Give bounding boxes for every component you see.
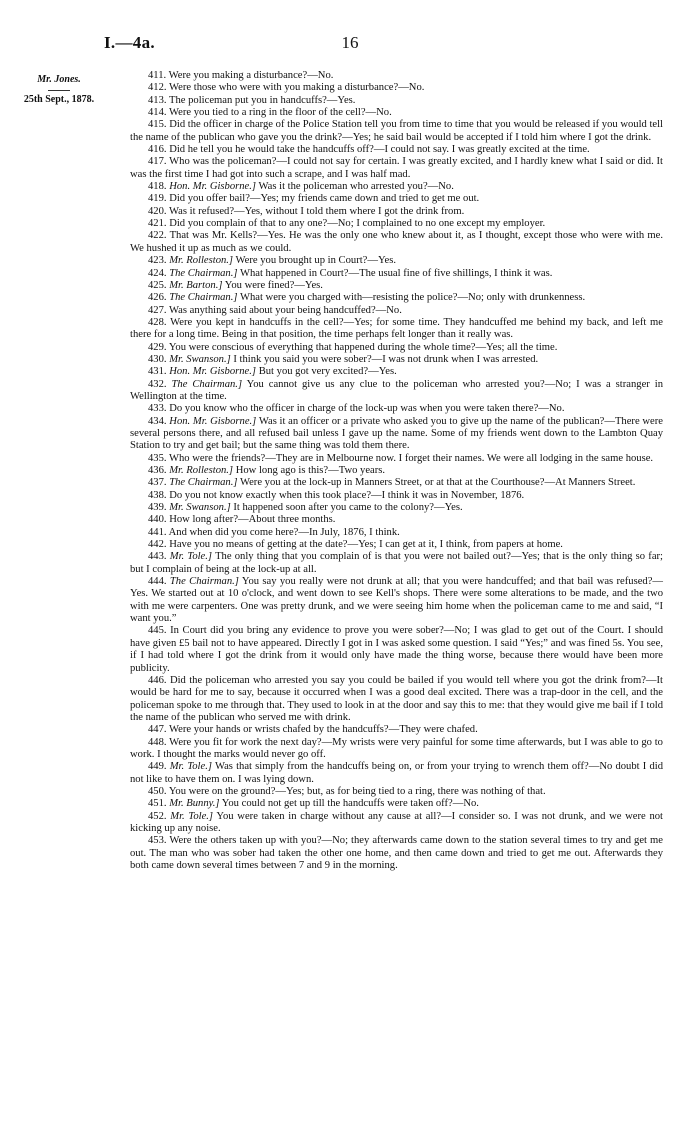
question-number: 435.	[148, 452, 167, 464]
question-paragraph	[130, 156, 663, 181]
question-number: 422.	[148, 230, 167, 242]
question-number: 447.	[148, 724, 167, 736]
question-paragraph	[130, 490, 663, 502]
question-paragraph	[130, 305, 663, 317]
question-text: I think you said you were sober?—I was not drunk when I was arrested.	[233, 353, 539, 365]
question-number: 445.	[148, 625, 167, 637]
question-paragraph	[130, 798, 663, 810]
question-paragraph	[130, 268, 663, 280]
question-text: You were fined?—Yes.	[224, 279, 323, 291]
question-number: 430.	[148, 353, 167, 365]
question-paragraph	[130, 218, 663, 230]
question-paragraph	[130, 786, 663, 798]
question-number: 424.	[148, 267, 167, 279]
question-text: Did the policeman who arrested you say you could be bailed if you would tell where you got the drink from?—It would be hard for me to say, because it occurred when I was a good deal excited. There was a trap-door in the cell, and the policeman spoke to me through that. They used to look in at the door and say this to me: that they would give me bail if I told the name of the publican who served me with drink.	[130, 674, 663, 723]
question-number: 449.	[148, 761, 167, 773]
question-paragraph	[130, 292, 663, 304]
question-text: Do you not know exactly when this took place?—I think it was in November, 1876.	[169, 489, 525, 501]
question-number: 433.	[148, 403, 167, 415]
question-text: You were on the ground?—Yes; but, as for being tied to a ring, there was nothing of that.	[168, 785, 546, 797]
question-text: Were your hands or wrists chafed by the handcuffs?—They were chafed.	[169, 724, 478, 736]
question-paragraph	[130, 193, 663, 205]
question-number: 442.	[148, 539, 167, 551]
question-number: 432.	[148, 378, 167, 390]
margin-date: 25th Sept., 1878.	[23, 94, 95, 105]
question-text: Was that simply from the handcuffs being on, or from your trying to wrench them off?—No doubt I did not like to have them on. I was lying down.	[130, 761, 664, 785]
question-paragraph	[130, 82, 663, 94]
question-text: That was Mr. Kells?—Yes. He was the only one who knew about it, as I thought, except those who were with me. We hushed it up as much as we could.	[130, 230, 663, 254]
question-paragraph	[130, 625, 663, 674]
question-paragraph	[130, 811, 663, 836]
question-paragraph	[130, 95, 663, 107]
speaker-label: Mr. Swanson.]	[169, 502, 231, 514]
question-paragraph	[130, 206, 663, 218]
question-paragraph	[130, 342, 663, 354]
speaker-label: Hon. Mr. Gisborne.]	[169, 181, 257, 193]
question-paragraph	[130, 551, 663, 576]
question-number: 416.	[148, 144, 167, 156]
question-paragraph	[130, 181, 663, 193]
speaker-label: The Chairman.]	[169, 477, 238, 489]
speaker-label: Mr. Bunny.]	[169, 798, 220, 810]
question-paragraph	[130, 366, 663, 378]
speaker-label: Mr. Barton.]	[169, 279, 223, 291]
question-text: It happened soon after you came to the colony?—Yes.	[233, 502, 463, 514]
section-reference: I.—4a.	[104, 33, 155, 52]
question-paragraph	[130, 502, 663, 514]
question-paragraph	[130, 416, 663, 453]
question-text: How long after?—About three months.	[169, 514, 336, 526]
question-paragraph	[130, 465, 663, 477]
question-text: Was anything said about your being handcuffed?—No.	[169, 304, 402, 316]
question-text: What happened in Court?—The usual fine of five shillings, I think it was.	[239, 267, 553, 279]
question-number: 425.	[148, 279, 167, 291]
question-number: 421.	[148, 218, 167, 230]
question-paragraph	[130, 107, 663, 119]
question-text: Was it the policeman who arrested you?—No.	[258, 181, 454, 193]
speaker-label: Mr. Tole.]	[169, 761, 212, 773]
question-number: 429.	[148, 341, 167, 353]
question-number: 436.	[148, 465, 167, 476]
question-paragraph	[130, 737, 663, 762]
testimony-body	[130, 70, 663, 872]
question-number: 427.	[148, 304, 167, 316]
question-text: Were you tied to a ring in the floor of the cell?—No.	[169, 107, 392, 119]
question-text: You were taken in charge without any cause at all?—I consider so. I was not drunk, and we were not kicking up any noise.	[130, 810, 664, 834]
question-text: Do you know who the officer in charge of the lock-up was when you were taken there?—No.	[169, 403, 565, 415]
question-text: Did he tell you he would take the handcuffs off?—I could not say. I was greatly excited at the time.	[169, 144, 590, 156]
speaker-label: The Chairman.]	[169, 292, 238, 304]
question-number: 441.	[148, 526, 167, 538]
question-number: 411.	[148, 70, 167, 81]
speaker-label: The Chairman.]	[169, 267, 238, 279]
question-paragraph	[130, 317, 663, 342]
question-text: What were you charged with—resisting the police?—No; only with drunkenness.	[239, 292, 586, 304]
question-paragraph	[130, 255, 663, 267]
question-number: 446.	[148, 674, 167, 686]
speaker-label: Mr. Rolleston.]	[169, 255, 234, 267]
question-number: 453.	[148, 835, 167, 847]
question-number: 420.	[148, 205, 167, 217]
question-paragraph	[130, 539, 663, 551]
question-text: You cannot give us any clue to the policeman who arrested you?—No; I was a stranger in Wellington at the time.	[130, 378, 663, 402]
question-number: 437.	[148, 477, 167, 489]
question-paragraph	[130, 835, 663, 872]
question-text: Did you complain of that to any one?—No; I complained to no one except my employer.	[169, 218, 546, 230]
question-number: 443.	[148, 551, 167, 563]
question-paragraph	[130, 724, 663, 736]
margin-witness-name: Mr. Jones.	[37, 74, 81, 85]
speaker-label: Mr. Rolleston.]	[169, 465, 234, 476]
question-number: 423.	[148, 255, 167, 267]
question-text: But you got very excited?—Yes.	[258, 366, 397, 378]
question-text: Were you making a disturbance?—No.	[168, 70, 334, 81]
question-number: 428.	[148, 316, 167, 328]
question-text: Have you no means of getting at the date?—Yes; I can get at it, I think, from papers at home.	[169, 539, 563, 551]
question-number: 440.	[148, 514, 167, 526]
question-text: Were you at the lock-up in Manners Street, or at that at the Courthouse?—At Manners Street.	[239, 477, 636, 489]
question-number: 448.	[148, 736, 167, 748]
question-number: 434.	[148, 415, 167, 427]
question-paragraph	[130, 144, 663, 156]
question-number: 418.	[148, 181, 167, 193]
question-text: The only thing that you complain of is that you were not bailed out?—Yes; that is the only thing so far; but I complain of being at the lock-up at all.	[130, 551, 664, 575]
question-paragraph	[130, 761, 663, 786]
question-number: 444.	[148, 576, 167, 588]
question-text: Were the others taken up with you?—No; they afterwards came down to the station several times to try and get me out. The man who was sober had taken the other one home, and then came down and tried to get me out. Afterwards they both came down several times between 7 and 9 in the morning.	[130, 835, 663, 871]
question-number: 412.	[148, 82, 167, 94]
question-number: 417.	[148, 156, 167, 168]
question-number: 419.	[148, 193, 167, 205]
question-paragraph	[130, 354, 663, 366]
question-text: Were you fit for work the next day?—My wrists were very painful for some time afterwards, but I was able to go to work. I thought the marks would never go off.	[130, 736, 663, 760]
question-paragraph	[130, 514, 663, 526]
question-paragraph	[130, 379, 663, 404]
question-paragraph	[130, 230, 663, 255]
question-number: 438.	[148, 489, 167, 501]
question-text: And when did you come here?—In July, 1876, I think.	[168, 526, 400, 538]
speaker-label: The Chairman.]	[171, 378, 243, 390]
question-text: The policeman put you in handcuffs?—Yes.	[169, 94, 356, 106]
question-paragraph	[130, 119, 663, 144]
question-paragraph	[130, 576, 663, 625]
question-number: 414.	[148, 107, 167, 119]
question-paragraph	[130, 403, 663, 415]
question-text: Who were the friends?—They are in Melbourne now. I forget their names. We were all lodging in the same house.	[169, 452, 654, 464]
speaker-label: Mr. Tole.]	[170, 810, 214, 822]
question-number: 452.	[148, 810, 167, 822]
question-paragraph	[130, 477, 663, 489]
question-paragraph	[130, 453, 663, 465]
speaker-label: The Chairman.]	[169, 576, 239, 588]
margin-divider	[48, 90, 70, 91]
question-text: Were you kept in handcuffs in the cell?—Yes; for some time. They handcuffed me behind my back, and left me there for a long time. Being in that position, the time perhaps felt longer than it really was.	[130, 316, 663, 341]
speaker-label: Hon. Mr. Gisborne.]	[169, 415, 257, 427]
question-text: You could not get up till the handcuffs were taken off?—No.	[221, 798, 479, 810]
speaker-label: Mr. Swanson.]	[169, 353, 231, 365]
question-text: Was it an officer or a private who asked you to give up the name of the publican?—There were several persons there, and all refused bail unless I gave up the name. Some of my friends went down to the Lambton Quay Station to try and get bail; but the same thing was told them there.	[130, 415, 663, 452]
question-text: You were conscious of everything that happened during the whole time?—Yes; all the time.	[168, 341, 558, 353]
question-number: 439.	[148, 502, 167, 514]
question-text: Were you brought up in Court?—Yes.	[235, 255, 397, 267]
question-text: Was it refused?—Yes, without I told them where I got the drink from.	[169, 205, 465, 217]
question-paragraph	[130, 70, 663, 82]
question-text: Did the officer in charge of the Police Station tell you from time to time that you would be released if you would tell the name of the publican who gave you the drink?—Yes; he said bail would be accepted if I told him where I got the drink.	[130, 119, 663, 143]
question-text: Were those who were with you making a disturbance?—No.	[169, 82, 425, 94]
page-number: 16	[341, 33, 359, 52]
question-paragraph	[130, 527, 663, 539]
question-paragraph	[130, 280, 663, 292]
question-paragraph	[130, 675, 663, 724]
question-number: 450.	[148, 785, 167, 797]
question-number: 413.	[148, 94, 167, 106]
question-number: 451.	[148, 798, 167, 810]
question-number: 415.	[148, 119, 167, 131]
question-text: How long ago is this?—Two years.	[235, 465, 386, 476]
question-text: You say you really were not drunk at all; that you were handcuffed; and that bail was refused?—Yes. We started out at 10 o'clock, and went down to see Kell's shops. There were some alterations to be made, and the two with me were carpenters. One was pretty drunk, and we were seeing him home when the policeman came to me and said, “I want you.”	[130, 576, 663, 625]
question-text: Did you offer bail?—Yes; my friends came down and tried to get me out.	[169, 193, 480, 205]
speaker-label: Mr. Tole.]	[169, 551, 213, 563]
speaker-label: Hon. Mr. Gisborne.]	[169, 366, 257, 378]
question-text: In Court did you bring any evidence to prove you were sober?—No; I was glad to get out of the Court. I should have given £5 bail not to have appeared. Directly I got in I was asked some question. I said “Yes;” and was fined 5s. You see, if I had told where I got the drink from it would only have made the thing worse, because there would have been more publicity.	[130, 625, 663, 674]
question-number: 426.	[148, 292, 167, 304]
question-text: Who was the policeman?—I could not say for certain. I was greatly excited, and I hardly knew what I said or did. It was the first time I had got into such a scrape, and I was half mad.	[130, 156, 663, 180]
question-number: 431.	[148, 366, 167, 378]
